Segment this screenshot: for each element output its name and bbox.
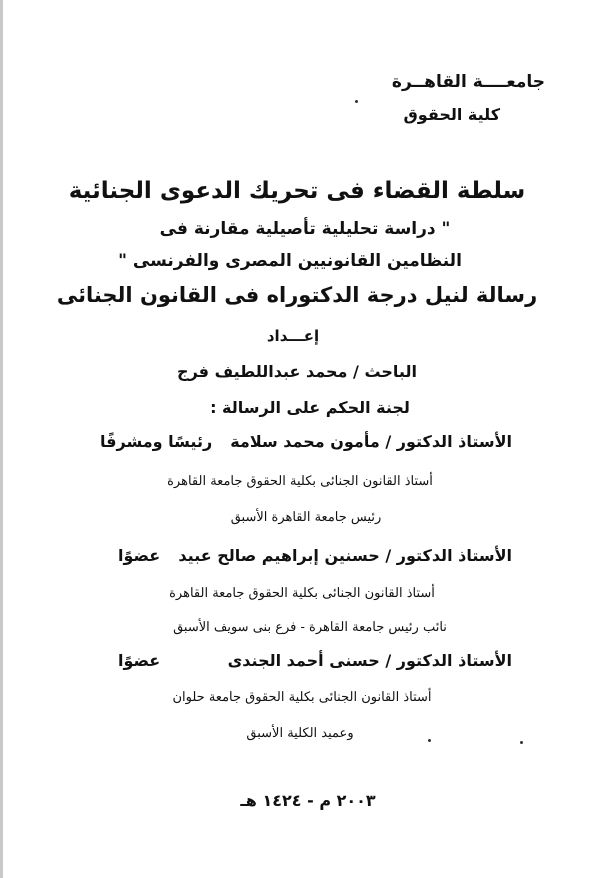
researcher-name: الباحث / محمد عبداللطيف فرج <box>177 362 417 381</box>
thesis-date: ٢٠٠٣ م - ١٤٢٤ هـ <box>240 791 376 810</box>
committee-heading: لجنة الحكم على الرسالة : <box>210 398 410 417</box>
thesis-title: سلطة القضاء فى تحريك الدعوى الجنائية <box>68 178 526 204</box>
ink-speck <box>428 739 431 742</box>
member-3-position: أستاذ القانون الجنائى بكلية الحقوق جامعة حلوان <box>172 690 432 705</box>
member-3-role: عضوًا <box>118 651 161 670</box>
faculty-name: كلية الحقوق <box>403 105 500 124</box>
university-name: جامعــــة القاهــرة <box>391 72 545 92</box>
member-2-name: الأستاذ الدكتور / حسنين إبراهيم صالح عبيد <box>178 546 512 565</box>
ink-speck <box>520 741 523 744</box>
thesis-subtitle-line2: النظامين القانونيين المصرى والفرنسى " <box>118 251 462 271</box>
preparation-label: إعـــداد <box>266 327 320 345</box>
degree-statement: رسالة لنيل درجة الدكتوراه فى القانون الجنائى <box>56 283 538 307</box>
member-1-name: الأستاذ الدكتور / مأمون محمد سلامة <box>230 432 512 451</box>
member-1-position: أستاذ القانون الجنائى بكلية الحقوق جامعة القاهرة <box>167 474 433 489</box>
member-1-role: رئيسًا ومشرفًا <box>100 432 213 451</box>
member-3-former-post: وعميد الكلية الأسبق <box>246 726 354 741</box>
member-2-former-post: نائب رئيس جامعة القاهرة - فرع بنى سويف الأسبق <box>173 620 447 635</box>
member-1-former-post: رئيس جامعة القاهرة الأسبق <box>230 510 382 525</box>
member-2-position: أستاذ القانون الجنائى بكلية الحقوق جامعة القاهرة <box>169 586 435 601</box>
ink-speck <box>355 100 358 103</box>
member-3-name: الأستاذ الدكتور / حسنى أحمد الجندى <box>227 651 512 670</box>
scan-edge <box>0 0 3 878</box>
thesis-subtitle-line1: " دراسة تحليلية تأصيلية مقارنة فى <box>159 219 451 239</box>
member-2-role: عضوًا <box>118 546 161 565</box>
